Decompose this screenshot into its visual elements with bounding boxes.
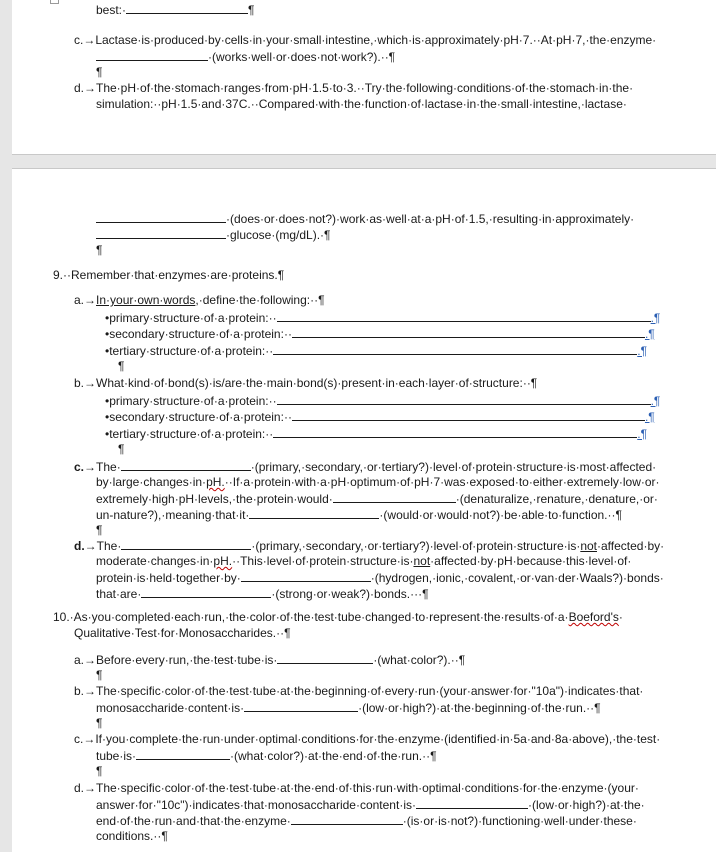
blank-field[interactable]: [241, 570, 371, 582]
blank-field[interactable]: [277, 310, 651, 322]
blank-field[interactable]: [273, 343, 637, 355]
continuation-line1: ·(does·or·does·not?)·work·as·well·at·a·pH·of·1.5,·resulting·in·approximately·: [96, 211, 634, 226]
question-d-text: d.→The·pH·of·the·stomach·ranges·from·pH·1.5·to·3.··Try·the·following·conditions·of·the·stomach·in·the·: [74, 81, 634, 95]
question-9d-line3: protein·is·held·together·by· ·(hydrogen,·ionic,·covalent,·or·van·der·Waals?)·bonds·: [96, 571, 664, 585]
bullet-item: •secondary·structure·of·a·protein:·· .¶: [105, 410, 655, 424]
bullet-item: •tertiary·structure·of·a·protein:·· .¶: [105, 427, 648, 441]
question-10b-line1: b.→The·specific·color·of·the·test·tube·at·the·beginning·of·every·run·(your·answer·for·"10a")·indicates·that·: [74, 684, 644, 698]
blank-field[interactable]: [96, 227, 226, 239]
bullet-item: •primary·structure·of·a·protein:·· .¶: [105, 394, 661, 408]
blank-field[interactable]: [126, 2, 248, 14]
pilcrow: ¶: [96, 65, 103, 79]
blank-field[interactable]: [141, 586, 271, 598]
blank-field[interactable]: [121, 459, 251, 471]
continuation-line2: ·glucose·(mg/dL).·¶: [96, 227, 330, 242]
answer-line: best:· ¶: [96, 3, 255, 17]
pilcrow: ¶: [96, 668, 103, 682]
question-10b-line2: monosaccharide·content·is· ·(low·or·high?)·at·the·beginning·of·the·run.··¶: [96, 701, 601, 715]
bullet-item: •tertiary·structure·of·a·protein:·· .¶: [105, 344, 648, 358]
pilcrow: ¶: [96, 764, 103, 778]
question-9d-line1: d.→The· ·(primary,·secondary,·or·tertiary?)·level·of·protein·structure·is·not·affected·by·: [74, 539, 665, 553]
blank-field[interactable]: [136, 748, 230, 760]
pilcrow: ¶: [118, 359, 125, 373]
blank-field[interactable]: [277, 393, 651, 405]
question-9c-line3: extremely·high·pH·levels,·the·protein·would· ·(denaturalize,·renature,·denature,·or·: [96, 492, 658, 506]
pilcrow: ¶: [96, 243, 103, 257]
question-10d-line2: answer·for·"10c")·indicates·that·monosaccharide·content·is· ·(low·or·high?)·at·the·: [96, 798, 645, 812]
question-9c-line1: c.→The· ·(primary,·secondary,·or·tertiary?)·level·of·protein·structure·is·most·affected·: [74, 460, 657, 474]
question-9b: b.→What·kind·of·bond(s)·is/are·the·main·bond(s)·present·in·each·layer·of·structure:··¶: [74, 376, 538, 390]
blank-field[interactable]: [333, 491, 456, 503]
question-9d-line4: that·are· ·(strong·or·weak?)·bonds.···¶: [96, 587, 429, 601]
pilcrow: ¶: [96, 716, 103, 730]
question-9-heading: 9.··Remember·that·enzymes·are·proteins.¶: [53, 268, 285, 282]
blank-field[interactable]: [292, 409, 645, 421]
question-d-line2: simulation:··pH·1.5·and·37C.··Compared·with·the·function·of·lactase·in·the·small·intestine,·lactase·: [96, 97, 627, 111]
blank-field[interactable]: [416, 797, 528, 809]
bullet-item: •primary·structure·of·a·protein:·· .¶: [105, 311, 661, 325]
question-c-text: c.→Lactase·is·produced·by·cells·in·your·small·intestine,·which·is·approximately·pH·7.··At·pH·7,·the·enzyme·: [74, 33, 657, 47]
page-corner-mark: [50, 0, 59, 4]
question-9d-line2: moderate·changes·in·pH.··This·level·of·protein·structure·is·not·affected·by·pH·because·this·level·of·: [96, 554, 632, 568]
question-c-line2: ·(works·well·or·does·not·work?).··¶: [96, 49, 395, 64]
question-10-line1: 10.·As·you·completed·each·run,·the·color·of·the·test·tube·changed·to·represent·the·results·of·a·Boeford's·: [53, 610, 623, 624]
blank-field[interactable]: [277, 652, 373, 664]
blank-field[interactable]: [291, 813, 403, 825]
blank-field[interactable]: [96, 49, 208, 61]
question-9a: a.→In·your·own·words,·define·the·following:··¶: [74, 293, 325, 307]
blank-field[interactable]: [273, 426, 637, 438]
bullet-item: •secondary·structure·of·a·protein:·· .¶: [105, 327, 655, 341]
question-10-line2: Qualitative·Test·for·Monosaccharides.··¶: [74, 626, 291, 640]
blank-field[interactable]: [249, 507, 379, 519]
question-10c-line2: tube·is· ·(what·color?)·at·the·end·of·the·run.··¶: [96, 749, 437, 763]
document-page-1: [12, 0, 716, 155]
question-10c-line1: c.→If·you·complete·the·run·under·optimal·conditions·for·the·enzyme·(identified·in·5a·and·8a·above),·the·test·: [74, 732, 661, 746]
blank-field[interactable]: [292, 326, 645, 338]
question-10d-line4: conditions.··¶: [96, 829, 168, 843]
pilcrow: ¶: [96, 523, 103, 537]
question-9c-line4: un-nature?),·meaning·that·it· ·(would·or·would·not?)·be·able·to·function.··¶: [96, 508, 622, 522]
question-9c-line2: by·large·changes·in·pH.··If·a·protein·with·a·pH·optimum·of·pH·7·was·exposed·to·either·extremely·low·or·: [96, 475, 660, 489]
blank-field[interactable]: [244, 700, 358, 712]
question-10a: a.→Before·every·run,·the·test·tube·is· ·(what·color?).··¶: [74, 653, 466, 667]
question-10d-line3: end·of·the·run·and·that·the·enzyme· ·(is·or·is·not?)·functioning·well·under·these·: [96, 814, 637, 828]
blank-field[interactable]: [96, 211, 226, 223]
document-page-2: [12, 168, 716, 852]
pilcrow: ¶: [118, 442, 125, 456]
blank-field[interactable]: [121, 538, 251, 550]
question-10d-line1: d.→The·specific·color·of·the·test·tube·at·the·end·of·this·run·with·optimal·conditions·for·the·enzyme·(your·: [74, 781, 639, 795]
